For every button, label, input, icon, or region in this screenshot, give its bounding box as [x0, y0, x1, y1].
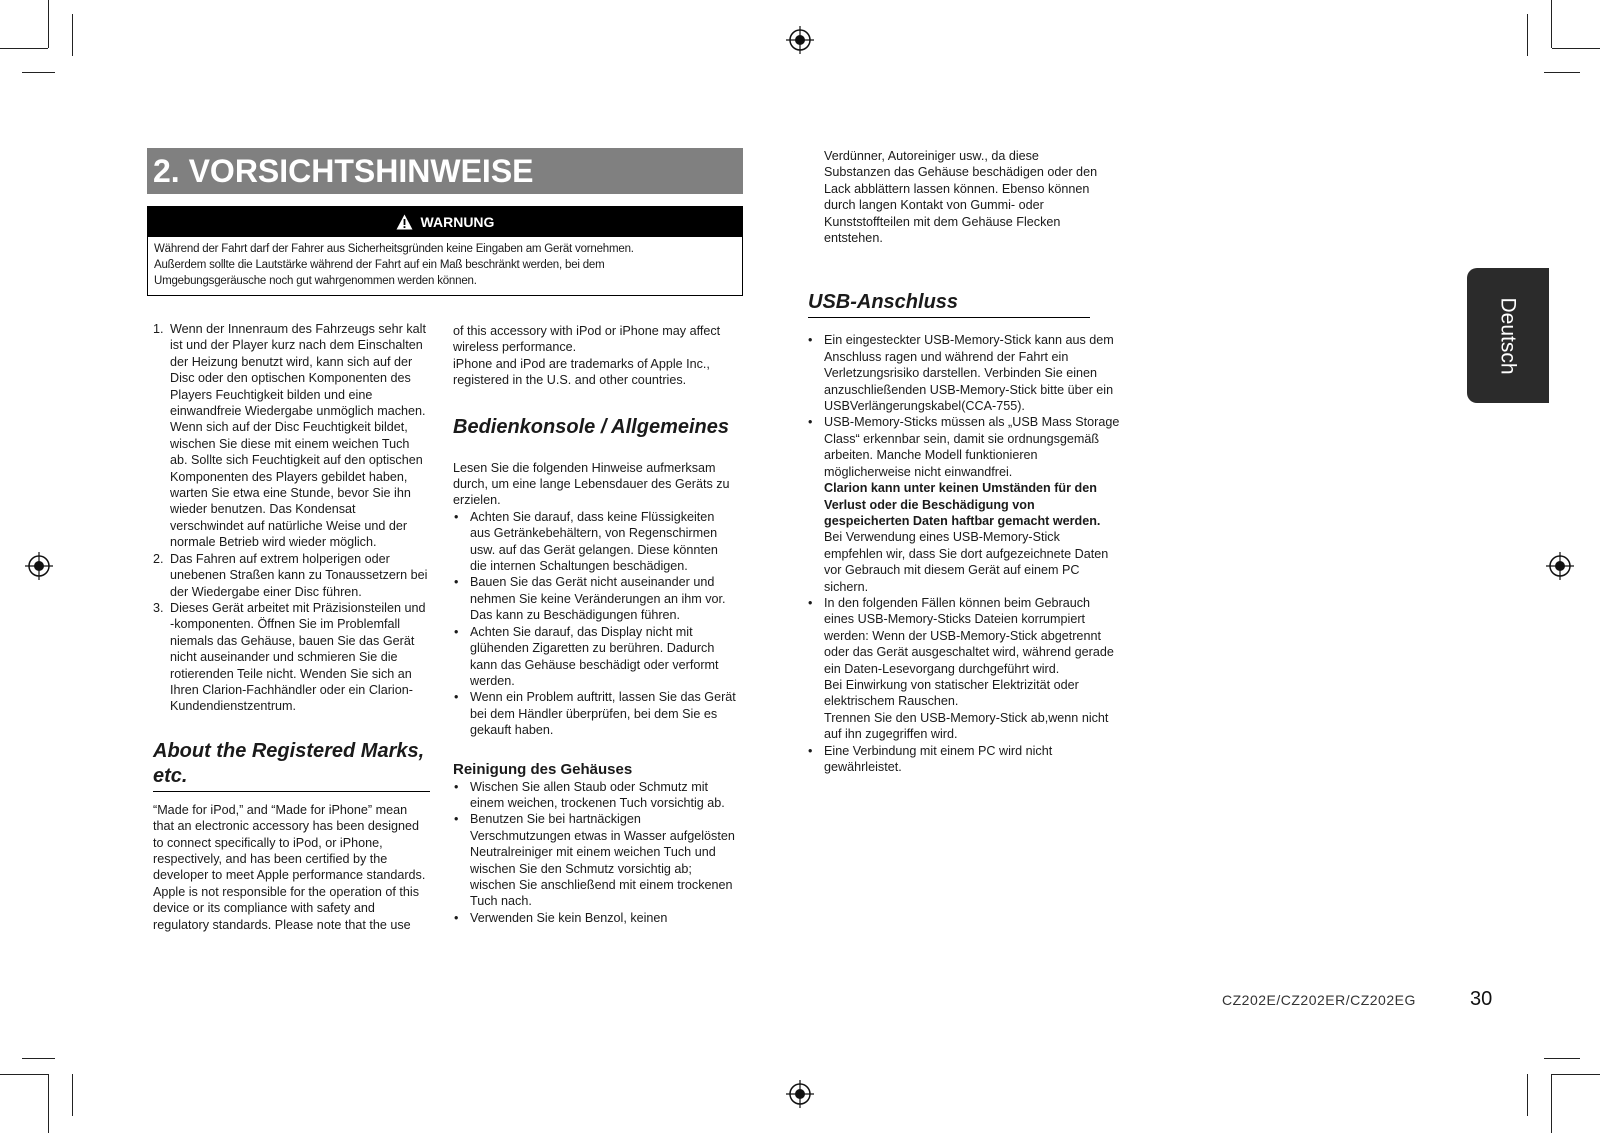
- paragraph: of this accessory with iPod or iPhone may affect wireless performance.: [453, 324, 721, 355]
- registration-mark-icon: [25, 552, 53, 580]
- registration-mark-icon: [1546, 552, 1574, 580]
- language-tab: [1467, 268, 1549, 403]
- warning-triangle-icon: [396, 214, 413, 230]
- list-item: • Ein eingesteckter USB-Memory-Stick kann aus dem Anschluss ragen und während der Fahrt ein Verletzungsrisiko darstellen. Verbinden Sie einen anzuschließenden USB-Memory-Stick bitte über ein USBVerlängerungskabel(CCA-755).: [807, 332, 1120, 414]
- list-item: • Verwenden Sie kein Benzol, keinen: [453, 910, 738, 926]
- bullet-list: [453, 779, 738, 927]
- warning-text: [148, 237, 742, 289]
- paragraph: “Made for iPod,” and “Made for iPhone” mean that an electronic accessory has been designed to connect specifically to iPod, or iPhone, respectively, and has been certified by the developer to meet Apple performance standards.: [153, 802, 426, 883]
- list-item: • Achten Sie darauf, dass keine Flüssigkeiten aus Getränkebehältern, von Regenschirmen usw. auf das Gerät gelangen. Diese könnten die internen Schaltungen beschädigen.: [453, 509, 738, 575]
- warning-label: WARNUNG: [420, 214, 495, 230]
- reinigung-heading: Reinigung des Gehäuses: [453, 760, 633, 778]
- warning-line: Außerdem sollte die Lautstärke während der Fahrt auf ein Maß beschränkt werden, bei dem: [154, 259, 605, 271]
- bullet-list: [453, 509, 738, 739]
- paragraph: Lesen Sie die folgenden Hinweise aufmerksam durch, um eine lange Lebensdauer des Geräts zu erzielen.: [453, 460, 730, 508]
- list-item: 3. Dieses Gerät arbeitet mit Präzisionsteilen und -komponenten. Öffnen Sie im Problemfall niemals das Gehäuse, bauen Sie das Gerät nicht auseinander und schmieren Sie die rotierenden Teile nicht. Wenden Sie sich an Ihren Clarion-Fachhändler oder ein Clarion-Kundendienstzentrum.: [153, 600, 426, 714]
- list-item: • Benutzen Sie bei hartnäckigen Verschmutzungen etwas in Wasser aufgelösten Neutralreiniger mit einem weichen Tuch und wischen Sie den Schmutz vorsichtig ab; wischen Sie anschließend mit einem trockenen Tuch nach.: [453, 811, 738, 909]
- registered-marks-heading: About the Registered Marks, etc.: [153, 739, 430, 792]
- registration-mark-icon: [786, 1080, 814, 1108]
- list-item: • Wenn ein Problem auftritt, lassen Sie das Gerät bei dem Händler überprüfen, bei dem Sie es gekauft haben.: [453, 689, 738, 738]
- list-item: • Achten Sie darauf, das Display nicht mit glühenden Zigaretten zu berühren. Dadurch kann das Gehäuse beschädigt oder verformt werden.: [453, 624, 738, 690]
- column-2: [453, 323, 738, 926]
- list-item: 2. Das Fahren auf extrem holperigen oder unebenen Straßen kann zu Tonaussetzern bei der Wiedergabe einer Disc führen.: [153, 551, 428, 599]
- model-number: CZ202E/CZ202ER/CZ202EG: [1222, 992, 1416, 1008]
- paragraph: iPhone and iPod are trademarks of Apple Inc., registered in the U.S. and other countries.: [453, 356, 710, 388]
- warning-box: [147, 206, 743, 296]
- page-number: 30: [1470, 988, 1493, 1010]
- numbered-list: [153, 321, 430, 715]
- bedienkonsole-heading: Bedienkonsole / Allgemeines: [453, 415, 730, 438]
- list-item: 1. Wenn der Innenraum des Fahrzeugs sehr kalt ist und der Player kurz nach dem Einschalten der Heizung benutzt wird, kann sich auf der Disc oder den optischen Komponenten des Players Feuchtigkeit bilden und eine einwandfreie Wiedergabe unmöglich machen. Wenn sich auf der Disc Feuchtigkeit bildet, wischen Sie diese mit einem weichen Tuch ab. Sollte sich Feuchtigkeit auf den optischen Komponenten des Players gebildet haben, warten Sie etwa eine Stunde, bevor Sie ihn wieder benutzen. Das Kondensat verschwindet auf natürliche Weise und der normale Betrieb wird wieder möglich.: [153, 322, 426, 550]
- language-tab-label: Deutsch: [1496, 296, 1520, 375]
- usb-heading: USB-Anschluss: [808, 290, 1090, 318]
- paragraph: Verdünner, Autoreiniger usw., da diese Substanzen das Gehäuse beschädigen oder den Lack abblättern lassen können. Ebenso können durch langen Kontakt von Gummi- oder Kunststoffteilen mit dem Gehäuse Flecken entstehen.: [824, 149, 1098, 246]
- warning-header: [148, 207, 742, 237]
- list-item: • USB-Memory-Sticks müssen als „USB Mass Storage Class“ erkennbar sein, damit sie ordnungsgemäß arbeiten. Manche Modell funktionieren möglicherweise nicht einwandfrei. Clarion kann unter keinen Umständen für den Verlust oder die Beschädigung von gespeicherten Daten haftbar gemacht werden. Bei Verwendung eines USB-Memory-Stick empfehlen wir, dass Sie dort aufgezeichnete Daten vor Gebrauch mit diesem Gerät auf einem PC sichern.: [807, 414, 1120, 594]
- registration-mark-icon: [786, 26, 814, 54]
- list-item: • Eine Verbindung mit einem PC wird nicht gewährleistet.: [807, 743, 1120, 776]
- warning-line: Umgebungsgeräusche noch gut wahrgenommen werden können.: [154, 275, 477, 287]
- paragraph: Apple is not responsible for the operation of this device or its compliance with safety and regulatory standards. Please note that the use: [153, 884, 420, 932]
- column-1: [153, 321, 430, 933]
- column-3: [808, 148, 1120, 775]
- section-title: 2. VORSICHTSHINWEISE: [147, 148, 743, 194]
- warning-line: Während der Fahrt darf der Fahrer aus Sicherheitsgründen keine Eingaben am Gerät vornehmen.: [154, 243, 634, 255]
- bullet-list: [807, 332, 1120, 775]
- list-item: • Bauen Sie das Gerät nicht auseinander und nehmen Sie keine Veränderungen an ihm vor. Das kann zu Beschädigungen führen.: [453, 574, 738, 623]
- list-item: • In den folgenden Fällen können beim Gebrauch eines USB-Memory-Sticks Dateien korrumpiert werden: Wenn der USB-Memory-Stick abgetrennt oder das Gerät ausgeschaltet wird, während gerade ein Daten-Lesevorgang durchgeführt wird. Bei Einwirkung von statischer Elektrizität oder elektrischem Rauschen. Trennen Sie den USB-Memory-Stick ab,wenn nicht auf ihn zugegriffen wird.: [807, 595, 1120, 743]
- list-item: • Wischen Sie allen Staub oder Schmutz mit einem weichen, trockenen Tuch vorsichtig ab.: [453, 779, 738, 812]
